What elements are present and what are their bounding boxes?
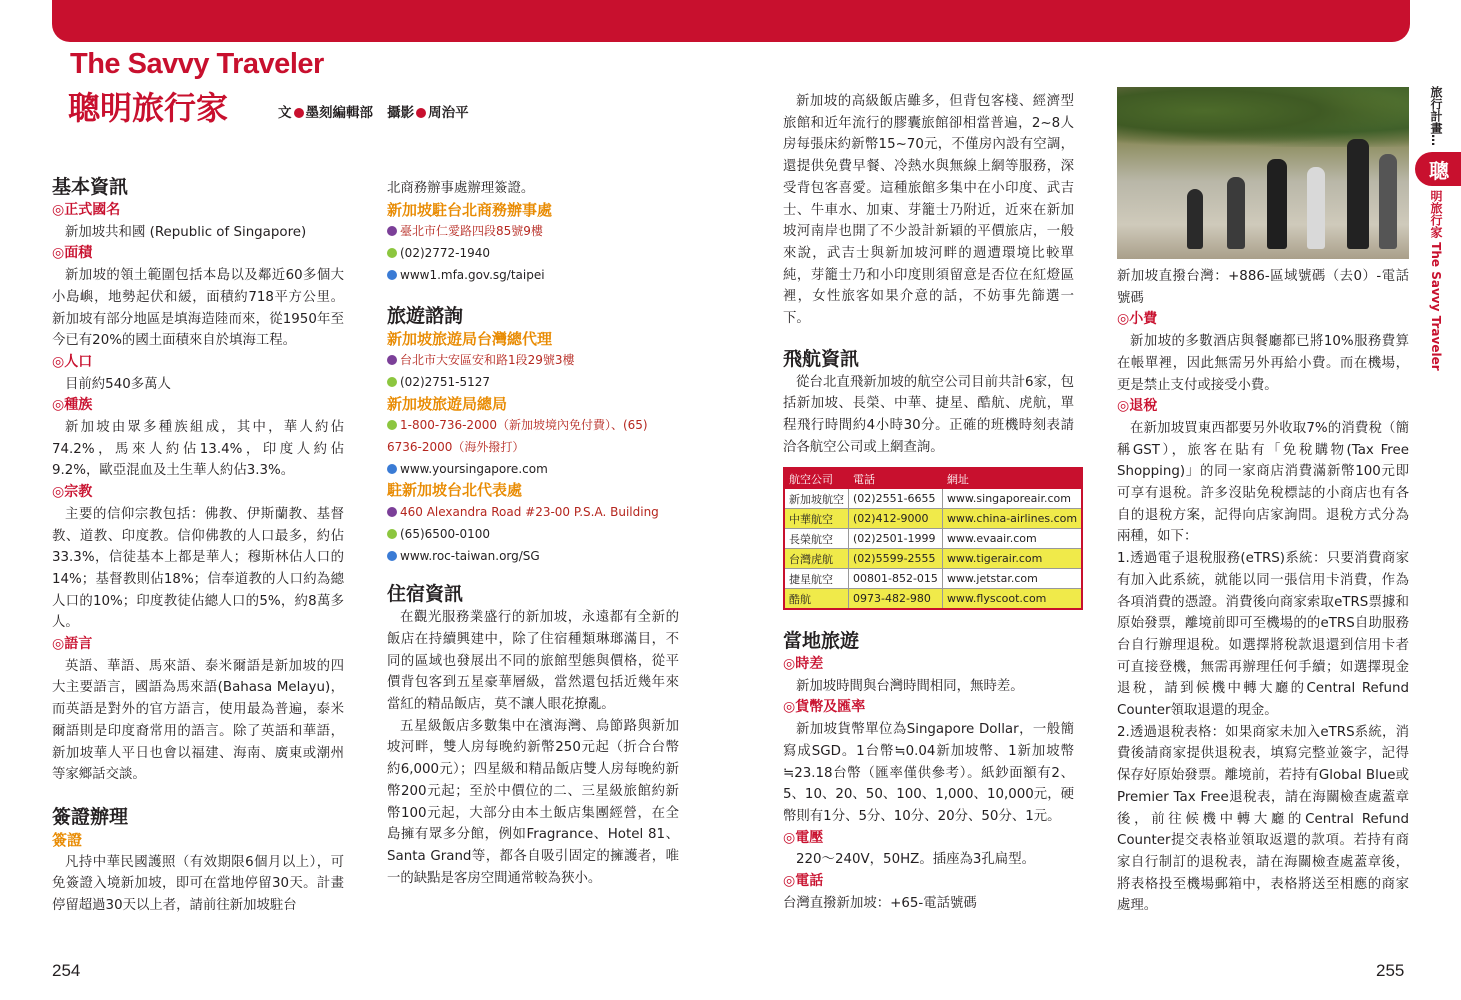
column-3-lower [783,628,1074,914]
street-photo [1117,87,1409,259]
text-population: 目前約540多萬人 [65,376,171,392]
airline-website: www.singaporeair.com [942,489,1082,509]
airline-phone: (02)2501-1999 [849,529,943,549]
phone-icon [387,248,397,258]
stb-taiwan-address [387,350,679,372]
heading-religion: ◎宗教 [52,484,93,501]
column-1 [52,174,344,917]
page-title-en: The Savvy Traveler [70,48,324,80]
section-tour-title: 旅遊諮詢 [387,304,464,327]
byline-photo-label: 攝影 [387,105,415,121]
top-red-banner [52,0,1410,42]
heading-visa: 簽證 [52,830,83,849]
heading-roc-office: 駐新加坡台北代表處 [387,481,523,500]
bullet-dot-icon [416,108,426,118]
table-header-website: 網址 [942,468,1082,489]
airline-phone: (02)5599-2555 [849,549,943,569]
text-stay-2: 五星級飯店多數集中在濱海灣、烏節路與新加坡河畔，雙人房每晚約新幣250元起（折合台幣約6,000元）；四星級和精品飯店雙人房每晚約新幣200元起；至於中價位的二、三星級旅館約新幣100元起，大部分由本土飯店集團經營，在全島擁有眾多分館，例如Fragrance、Hotel 81、Santa Grand等，都各自吸引固定的擁護者，唯一的缺點是客房空間通常較為狹小。 [387,718,679,886]
office-phone-text: (02)2772-1940 [400,246,491,261]
heading-time: ◎時差 [783,656,824,672]
roc-address-text: 460 Alexandra Road #23-00 P.S.A. Building [400,505,659,520]
photo-person [1379,154,1397,249]
table-row [784,489,1082,509]
photo-person [1187,189,1203,249]
airline-name: 台灣虎航 [784,549,849,569]
globe-icon [387,551,397,561]
byline-photo-name: 周治平 [428,105,469,121]
office-address [387,221,679,243]
text-visa: 凡持中華民國護照（有效期限6個月以上），可免簽證入境新加坡，即可在當地停留30天。計畫停留超過30天以上者，請前往新加坡駐台 [52,854,344,914]
table-row [784,549,1082,569]
airline-name: 中華航空 [784,509,849,529]
side-tab-label: 聰 [1429,159,1449,183]
section-basic-title: 基本資訊 [52,176,129,198]
table-row [784,569,1082,589]
airline-name: 新加坡航空 [784,489,849,509]
section-visa-title: 簽證辦理 [52,805,129,828]
table-row [784,529,1082,549]
column-4 [1117,266,1409,917]
office-phone [387,243,679,265]
text-stay-1: 在觀光服務業盛行的新加坡，永遠都有全新的飯店在持續興建中，除了住宿種類琳瑯滿目，不同的區域也發展出不同的旅館型態與價格，從平價背包客到五星豪華層級，當然還包括近幾年來當紅的精品飯店，莫不讓人眼花撩亂。 [387,610,679,713]
airline-phone: (02)2551-6655 [849,489,943,509]
stb-phone [387,415,679,458]
heading-language: ◎語言 [52,636,93,653]
stb-taiwan-address-text: 台北市大安區安和路1段29號3樓 [400,353,575,368]
airline-name: 捷星航空 [784,569,849,589]
text-religion: 主要的信仰宗教包括：佛教、伊斯蘭教、基督教、道教、印度教。信仰佛教的人口最多，約佔33.3%，信徒基本上都是華人；穆斯林佔人口的14%；基督教則佔18%；信奉道教的人口約為總人口的10%；印度教徒佔總人口的5%，約8萬多人。 [52,506,344,631]
column-3 [783,91,1074,459]
heading-phone: ◎電話 [783,873,824,890]
photo-person [1227,177,1245,249]
column-2 [387,178,679,889]
side-label-top: 旅行計畫… [1429,86,1443,146]
airline-phone: 0973-482-980 [849,589,943,610]
text-flight: 從台北直飛新加坡的航空公司目前共計6家，包括新加坡、長榮、中華、捷星、酷航、虎航，單程飛行時間約4小時30分。正確的班機時刻表請洽各航空公司或上網查詢。 [783,374,1074,455]
heading-tip: ◎小費 [1117,311,1158,328]
phone-icon [387,529,397,539]
airline-website: www.evaair.com [942,529,1082,549]
side-tab [1415,152,1461,186]
airline-phone: (02)412-9000 [849,509,943,529]
phone-icon [387,377,397,387]
text-currency: 新加坡貨幣單位為Singapore Dollar，一般簡寫成SGD。1台幣≒0.04新加坡幣、1新加坡幣≒23.18台幣（匯率僅供參考）。紙鈔面額有2、5、10、20、50、100、1,000、10,000元，硬幣則有1分、5分、10分、20分、50分、1元。 [783,722,1074,824]
office-website-text: www1.mfa.gov.sg/taipei [400,267,545,282]
section-stay-title: 住宿資訊 [387,583,464,606]
heading-office: 新加坡駐台北商務辦事處 [387,200,553,219]
section-local-title: 當地旅遊 [783,630,860,652]
roc-phone [387,524,679,546]
airline-name: 酷航 [784,589,849,610]
text-voltage: 220～240V，50HZ。插座為3孔扁型。 [796,852,1035,868]
text-area: 新加坡的領土範圍包括本島以及鄰近60多個大小島嶼，地勢起伏和緩，面積約718平方公里。新加坡有部分地區是填海造陸而來，從1950年至今已有20%的國土面積來自於填海工程。 [52,268,344,349]
text-tax-2: 1.透過電子退稅服務(eTRS)系統：只要消費商家有加入此系統，就能以同一張信用卡消費，作為各項消費的憑證。消費後向商家索取eTRS票據和原始發票，離境前即可至機場的的eTRS自助服務台自行辦理退稅。如選擇將稅款退還到信用卡者可直接登機，無需再辦理任何手續；如選擇現金退稅，請到候機中轉大廳的Central Refund Counter領取退還的現金。 [1117,551,1409,719]
heading-ethnicity: ◎種族 [52,397,93,414]
text-phone: 台灣直撥新加坡：+65-電話號碼 [783,895,977,911]
airline-website: www.flyscoot.com [942,589,1082,610]
globe-icon [387,270,397,280]
office-website [387,265,679,287]
table-header-airline: 航空公司 [784,468,849,489]
location-icon [387,355,397,365]
photo-trees [1117,87,1409,147]
table-header-row [784,468,1082,489]
table-header-phone: 電話 [849,468,943,489]
heading-official-name: ◎正式國名 [52,202,121,218]
heading-currency: ◎貨幣及匯率 [783,699,866,716]
text-tax-1: 在新加坡買東西都要另外收取7%的消費稅（簡稱GST），旅客在貼有「免稅購物(Tax Free Shopping)」的同一家商店消費滿新幣100元即可享有退稅。許多沒貼免稅標誌的小商店也有各自的退稅方案，記得向店家詢問。退稅方式分為兩種，如下： [1117,420,1409,545]
text-official-name: 新加坡共和國 (Republic of Singapore) [65,224,307,240]
roc-phone-text: (65)6500-0100 [400,526,491,541]
table-row [784,589,1082,610]
side-label-bottom: 明旅行家 The Savvy Traveler [1429,190,1443,371]
stb-website-text: www.yoursingapore.com [400,461,548,476]
office-address-text: 臺北市仁愛路四段85號9樓 [400,224,543,239]
airline-website: www.jetstar.com [942,569,1082,589]
table-row [784,509,1082,529]
page-number-left: 254 [52,961,81,980]
heading-stb-taiwan: 新加坡旅遊局台灣總代理 [387,329,553,348]
heading-area: ◎面積 [52,245,93,262]
roc-address [387,502,679,524]
heading-tax: ◎退稅 [1117,398,1158,415]
page-number-right: 255 [1376,961,1405,980]
text-tip: 新加坡的多數酒店與餐廳都已將10%服務費算在帳單裡，因此無需另外再給小費。而在機場，更是禁止支付或接受小費。 [1117,334,1409,393]
section-flight-title: 飛航資訊 [783,347,860,370]
photo-person [1347,139,1369,249]
phone-icon [387,420,397,430]
photo-person [1307,167,1325,249]
heading-population: ◎人口 [52,353,93,370]
stb-taiwan-phone [387,372,679,394]
text-time: 新加坡時間與台灣時間相同，無時差。 [796,678,1024,694]
stb-phone-text: 1-800-736-2000（新加坡境內免付費）、(65) 6736-2000（海外撥打） [387,418,648,455]
text-stay-3: 新加坡的高級飯店雖多，但背包客棧、經濟型旅館和近年流行的膠囊旅館卻相當普遍，2~8人房每張床約新幣15~70元，不僅房內設有空調，還提供免費早餐、冷熱水與無線上網等服務，深受背包客喜愛。這種旅館多集中在小印度、武吉士、牛車水、加東、芽籠士乃附近，近來在新加坡河南岸也開了不少設計新穎的平價旅店，一般來說，武吉士與新加坡河畔的週遭環境比較單純，芽籠士乃和小印度則須留意是否位在紅燈區裡，女性旅客如果介意的話，不妨事先篩選一下。 [783,94,1074,327]
stb-taiwan-phone-text: (02)2751-5127 [400,374,491,389]
stb-website [387,459,679,481]
text-language: 英語、華語、馬來語、泰米爾語是新加坡的四大主要語言，國語為馬來語(Bahasa Melayu)，而英語是對外的官方語言，使用最為普遍，泰米爾語則是印度裔常用的語言。除了英語和華語，新加坡華人平日也會以福建、海南、廣東或潮州等家鄉話交談。 [52,658,344,783]
airline-phone: 00801-852-015 [849,569,943,589]
airline-table [783,467,1083,610]
location-icon [387,507,397,517]
roc-website [387,546,679,568]
text-tax-3: 2.透過退稅表格：如果商家未加入eTRS系統，消費後請商家提供退稅表，填寫完整並簽字，記得保存好原始發票。離境前，若持有Global Blue或Premier Tax Free退稅表，請在海關檢查處蓋章後，前往候機中轉大廳的Central Refund Counter提交表格並領取返還的款項。若持有商家自行制訂的退稅表，請在海關檢查處蓋章後，將表格投至機場郵箱中，表格將送至相應的商家處理。 [1117,724,1409,914]
byline-text-name: 墨刻編輯部 [305,105,373,121]
roc-website-text: www.roc-taiwan.org/SG [400,548,540,563]
byline-text-label: 文 [278,105,292,121]
text-ethnicity: 新加坡由眾多種族組成，其中，華人約佔74.2%，馬來人約佔13.4%，印度人約佔9.2%，歐亞混血及土生華人約佔3.3%。 [52,420,344,479]
location-icon [387,226,397,236]
text-visa-cont: 北商務辦事處辦理簽證。 [387,181,535,196]
text-phone-2: 新加坡直撥台灣：+886-區域號碼（去0）-電話號碼 [1117,269,1409,306]
globe-icon [387,464,397,474]
airline-name: 長榮航空 [784,529,849,549]
airline-website: www.tigerair.com [942,549,1082,569]
byline [278,101,469,121]
photo-person [1267,159,1287,249]
bullet-dot-icon [294,108,304,118]
heading-voltage: ◎電壓 [783,829,824,846]
airline-website: www.china-airlines.com [942,509,1082,529]
heading-stb: 新加坡旅遊局總局 [387,394,508,413]
page-title-zh: 聰明旅行家 [68,89,229,127]
